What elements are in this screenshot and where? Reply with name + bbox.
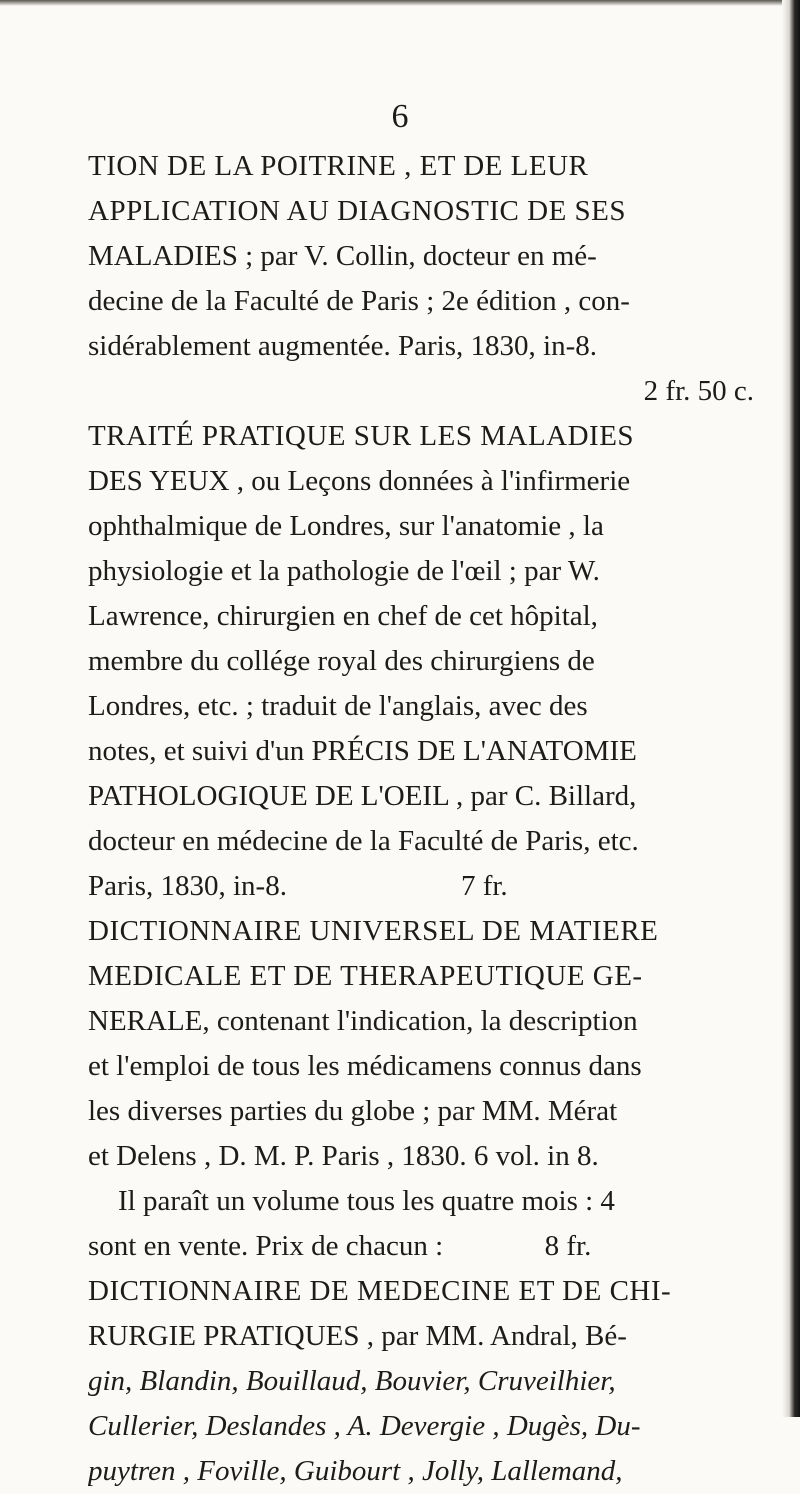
- text-line: TRAITÉ PRATIQUE SUR LES MALADIES: [88, 420, 635, 452]
- text-line: membre du collége royal des chirurgiens de: [88, 645, 595, 677]
- price-line: 2 fr. 50 c.: [643, 375, 754, 407]
- page-right-edge: [782, 0, 800, 1417]
- text-line: notes, et suivi d'un PRÉCIS DE L'ANATOMIE: [88, 735, 637, 767]
- catalogue-text: [88, 144, 754, 1494]
- text-line: PATHOLOGIQUE DE L'OEIL , par C. Billard,: [88, 780, 637, 812]
- text-line: et l'emploi de tous les médicamens connus dans: [88, 1050, 642, 1082]
- text-line: Paris, 1830, in-8. 7 fr.: [88, 870, 508, 902]
- text-line: puytren , Foville, Guibourt , Jolly, Lallemand,: [88, 1455, 623, 1487]
- text-line: MALADIES ; par V. Collin, docteur en mé-: [88, 240, 597, 272]
- text-line: physiologie et la pathologie de l'œil ; par W.: [88, 555, 600, 587]
- page-top-edge: [0, 0, 800, 6]
- text-line: gin, Blandin, Bouillaud, Bouvier, Cruveilhier,: [88, 1365, 616, 1397]
- text-line: Cullerier, Deslandes , A. Devergie , Dugès, Du-: [88, 1410, 641, 1442]
- text-line: Lawrence, chirurgien en chef de cet hôpital,: [88, 600, 598, 632]
- text-line: sont en vente. Prix de chacun : 8 fr.: [88, 1230, 592, 1262]
- text-line: sidérablement augmentée. Paris, 1830, in-8.: [88, 330, 597, 362]
- text-line: decine de la Faculté de Paris ; 2e édition , con-: [88, 285, 630, 317]
- text-line: RURGIE PRATIQUES , par MM. Andral, Bé-: [88, 1320, 627, 1352]
- text-line: ophthalmique de Londres, sur l'anatomie , la: [88, 510, 604, 542]
- text-line: APPLICATION AU DIAGNOSTIC DE SES: [88, 195, 627, 227]
- text-line: TION DE LA POITRINE , ET DE LEUR: [88, 150, 589, 182]
- page-number: 6: [391, 98, 409, 135]
- text-line: MEDICALE ET DE THERAPEUTIQUE GE-: [88, 960, 643, 992]
- text-line: les diverses parties du globe ; par MM. Mérat: [88, 1095, 618, 1127]
- text-line: Londres, etc. ; traduit de l'anglais, avec des: [88, 690, 588, 722]
- text-line: DES YEUX , ou Leçons données à l'infirmerie: [88, 465, 631, 497]
- text-line: DICTIONNAIRE DE MEDECINE ET DE CHI-: [88, 1275, 672, 1307]
- text-line: docteur en médecine de la Faculté de Paris, etc.: [88, 825, 639, 857]
- text-line: et Delens , D. M. P. Paris , 1830. 6 vol. in 8.: [88, 1140, 599, 1172]
- text-line: Il paraît un volume tous les quatre mois : 4: [118, 1185, 615, 1217]
- text-line: NERALE, contenant l'indication, la description: [88, 1005, 638, 1037]
- text-line: DICTIONNAIRE UNIVERSEL DE MATIERE: [88, 915, 659, 947]
